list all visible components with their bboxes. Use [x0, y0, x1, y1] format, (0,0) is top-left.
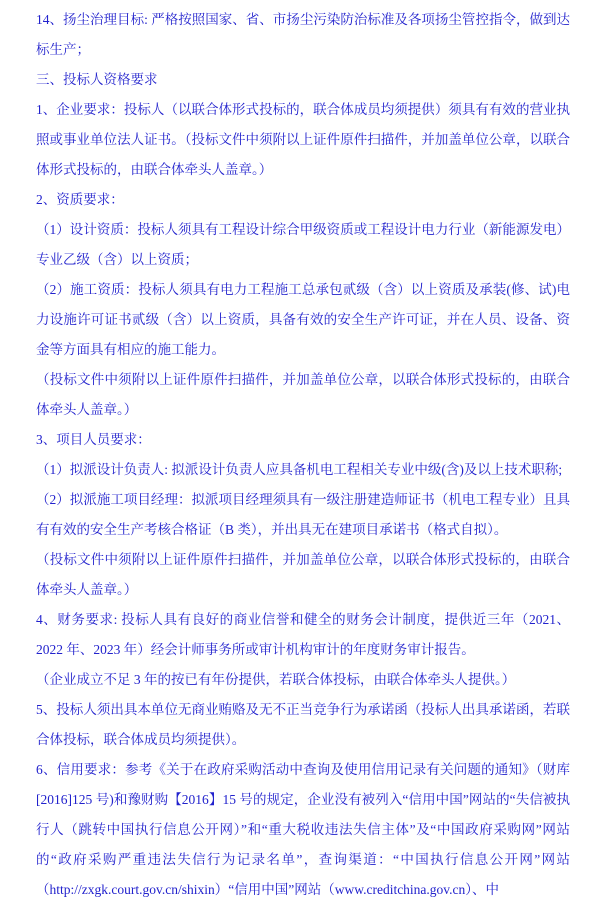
paragraph-item-14-dust-control: 14、扬尘治理目标: 严格按照国家、省、市扬尘污染防治标准及各项扬尘管控指令，做到达标生产； [36, 12, 570, 57]
section-heading-bidder-qualification: 三、投标人资格要求 [36, 72, 158, 87]
paragraph-item-5-commitment-letter: 5、投标人须出具本单位无商业贿赂及无不正当竞争行为承诺函（投标人出具承诺函，若联合体投标，联合体成员均须提供）。 [36, 702, 570, 747]
paragraph-note-seal-requirement-2: （投标文件中须附以上证件原件扫描件，并加盖单位公章，以联合体形式投标的，由联合体牵头人盖章。） [36, 552, 570, 597]
paragraph-item-2-2-construction-qualification: （2）施工资质：投标人须具有电力工程施工总承包贰级（含）以上资质及承装(修、试)电力设施许可证书贰级（含）以上资质，具备有效的安全生产许可证，并在人员、设备、资金等方面具有相应的施工能力。 [36, 282, 570, 357]
paragraph-item-3-2-project-manager: （2）拟派施工项目经理：拟派项目经理须具有一级注册建造师证书（机电工程专业）且具有有效的安全生产考核合格证（B 类），并出具无在建项目承诺书（格式自拟）。 [36, 492, 570, 537]
paragraph-note-seal-requirement-1: （投标文件中须附以上证件原件扫描件，并加盖单位公章，以联合体形式投标的，由联合体牵头人盖章。） [36, 372, 570, 417]
paragraph-item-2-1-design-qualification: （1）设计资质：投标人须具有工程设计综合甲级资质或工程设计电力行业（新能源发电）专业乙级（含）以上资质； [36, 222, 570, 267]
paragraph-item-6-credit-requirement: 6、信用要求：参考《关于在政府采购活动中查询及使用信用记录有关问题的通知》（财库[2016]125 号)和豫财购【2016】15 号的规定，企业没有被列入“信用中国”网站的“失信被执行人（跳转中国执行信息公开网）”和“重大税收违法失信主体”及“中国政府采购网”网站的“政府采购严重违法失信行为记录名单”，查询渠道：“中国执行信息公开网”网站（http://zxgk.court.gov.cn/shixin）“信用中国”网站（www.creditchina.gov.cn）、中 [36, 762, 570, 897]
paragraph-item-2-qualification-requirement: 2、资质要求： [36, 192, 124, 207]
paragraph-item-3-1-design-leader: （1）拟派设计负责人: 拟派设计负责人应具备机电工程相关专业中级(含)及以上技术职称; [36, 462, 563, 477]
paragraph-item-1-enterprise-requirement: 1、企业要求：投标人（以联合体形式投标的，联合体成员均须提供）须具有有效的营业执照或事业单位法人证书。（投标文件中须附以上证件原件扫描件，并加盖单位公章，以联合体形式投标的，由联合体牵头人盖章。） [36, 102, 570, 177]
paragraph-item-4-financial-requirement: 4、财务要求: 投标人具有良好的商业信誉和健全的财务会计制度，提供近三年（2021、2022 年、2023 年）经会计师事务所或审计机构审计的年度财务审计报告。 [36, 612, 570, 657]
paragraph-note-financial-exception: （企业成立不足 3 年的按已有年份提供，若联合体投标，由联合体牵头人提供。） [36, 672, 516, 687]
paragraph-item-3-personnel-requirement: 3、项目人员要求： [36, 432, 151, 447]
